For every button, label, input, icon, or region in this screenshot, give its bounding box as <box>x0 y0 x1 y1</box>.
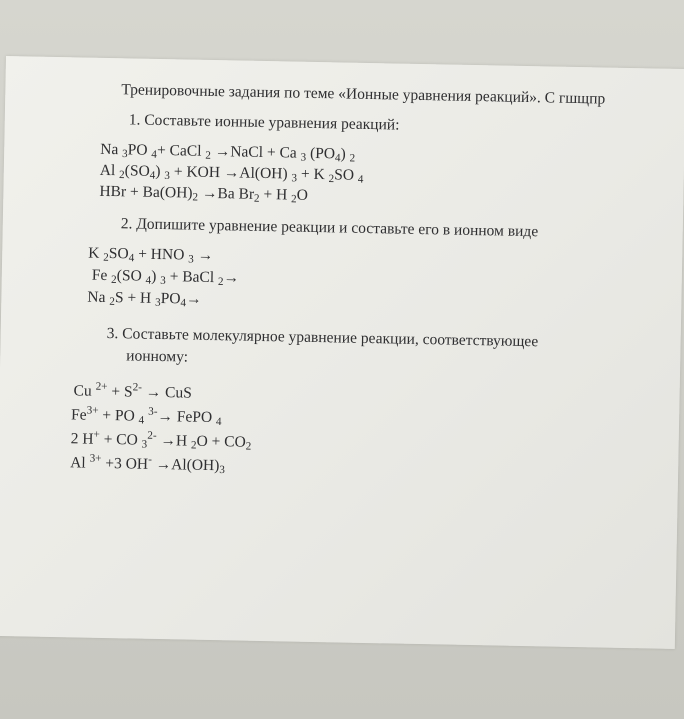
formula-subscript: 3 <box>188 253 194 266</box>
formula-subscript: 2 <box>118 168 125 182</box>
charge-superscript: - <box>148 453 153 466</box>
section-1-equation-2: Al $_2(SO_4) _3$ + KOH →Al(OH) $_3$ + K $_2$SO $_4$ <box>99 161 364 186</box>
formula-subscript: 4 <box>215 415 222 428</box>
section-3-equation-3: 2 H+ + CO $_3^{2-}$ →H $_2O + CO_2$ <box>70 428 252 453</box>
section-1-heading: 1. Составьте ионные уравнения реакций: <box>128 111 400 134</box>
section-2-heading: 2. Допишите уравнение реакции и составьте его в ионном виде <box>120 215 539 241</box>
formula-subscript: 3 <box>121 148 128 161</box>
section-1-equation-1: Na $_3$PO $_4$+ CaCl $_2$ →NaCl + Ca $_3$ $(PO_4)$ $_2$ <box>100 140 356 165</box>
formula-subscript: 2 <box>217 275 224 288</box>
formula-subscript: 4 <box>138 414 145 427</box>
section-2-equation-1: K $_2SO_4$ + HNO $_3$ → <box>88 244 214 266</box>
formula-subscript: 3 <box>291 172 298 185</box>
formula-subscript: 3 <box>154 296 161 309</box>
section-2-equation-3: Na $_2$S + H $_3PO_4\to$ <box>87 288 202 310</box>
formula-subscript: 4 <box>145 274 152 287</box>
charge-superscript: 2- <box>132 381 143 394</box>
formula-subscript: 3 <box>141 438 148 451</box>
formula-subscript: 2 <box>109 295 115 308</box>
section-3-heading-line-1: 3. Составьте молекулярное уравнение реакции, соответствующее <box>106 324 539 351</box>
formula-subscript: 2 <box>245 440 252 453</box>
charge-superscript: 2- <box>147 429 157 442</box>
formula-subscript: 2 <box>192 191 199 204</box>
formula-subscript: 4 <box>151 148 158 161</box>
formula-subscript: 3 <box>300 151 307 164</box>
charge-superscript: 3- <box>148 405 158 418</box>
section-1-equation-3: HBr + $Ba(OH)_2 \to Ba$ $Br_2 + H$ $_2$O <box>99 182 309 206</box>
formula-subscript: 2 <box>290 193 297 206</box>
section-3-equation-4: Al $^{3+}$ +3 $OH^- \to Al(OH)_3$ <box>70 452 225 477</box>
formula-subscript: 2 <box>205 149 211 162</box>
formula-subscript: 2 <box>190 439 197 452</box>
formula-subscript: 2 <box>349 152 356 165</box>
formula-subscript: 3 <box>160 274 166 287</box>
section-2-equation-2: Fe $_2$(SO $_4$) $_3$ + BaCl $_2$→ <box>91 266 240 288</box>
formula-subscript: 4 <box>180 297 187 310</box>
charge-superscript: + <box>93 428 100 441</box>
formula-subscript: 4 <box>128 252 135 265</box>
worksheet-title: Тренировочные задания по теме «Ионные уравнения реакций». С гшщпр <box>121 81 606 108</box>
formula-subscript: 2 <box>253 192 260 205</box>
formula-subscript: 2 <box>103 251 109 264</box>
formula-subscript: 4 <box>149 169 156 182</box>
section-3-equation-1: Cu $^{2+} + S^{2-}$ → CuS <box>73 380 192 402</box>
worksheet-paper <box>0 56 684 649</box>
formula-subscript: 2 <box>328 172 335 186</box>
formula-subscript: 3 <box>164 169 170 182</box>
charge-superscript: 3+ <box>89 452 102 465</box>
formula-subscript: 4 <box>357 173 364 186</box>
charge-superscript: 3+ <box>86 404 99 417</box>
section-3-equation-2: $Fe^{3+}$ + PO $_4$ $^{3-}$→ FePO $_4$ <box>70 404 222 428</box>
formula-subscript: 2 <box>110 273 117 286</box>
formula-subscript: 4 <box>334 152 341 165</box>
formula-subscript: 3 <box>219 463 225 477</box>
charge-superscript: 2+ <box>95 380 108 393</box>
section-3-heading-line-2: ионному: <box>126 347 189 366</box>
